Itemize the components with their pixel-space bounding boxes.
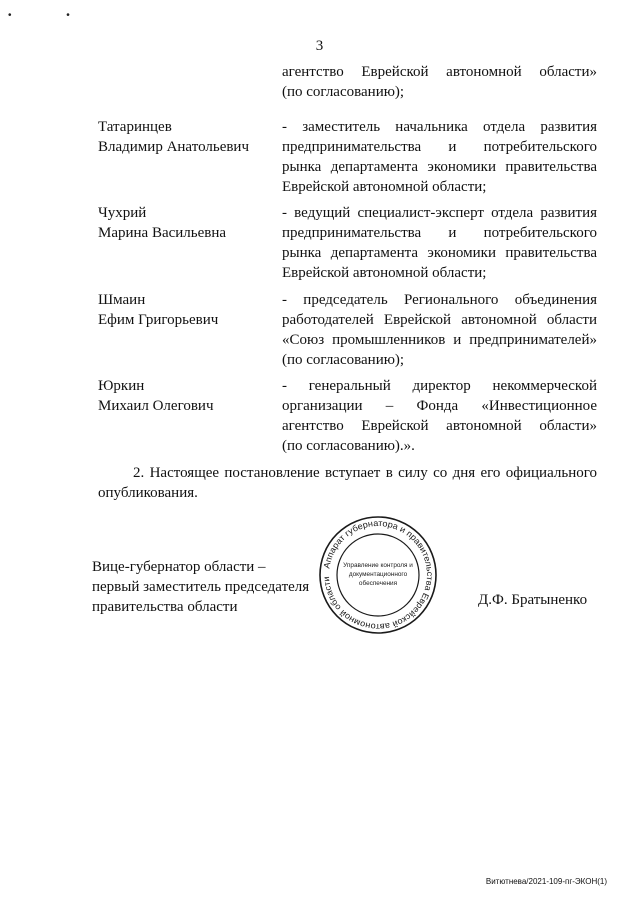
continuation-block — [282, 62, 597, 102]
member-name — [98, 376, 268, 416]
effective-clause — [98, 463, 597, 503]
clause-line: 2. Настоящее постановление вступает в силу со дня его официального — [133, 465, 597, 481]
signer-name: Д.Ф. Братыненко — [478, 592, 588, 608]
role-line: предпринимательства и потребительского — [282, 225, 597, 241]
continuation-line: агентство Еврейской автономной области» — [282, 64, 597, 80]
clause-line: опубликования. — [98, 485, 198, 501]
member-role — [282, 117, 597, 197]
stamp-seal-graphic — [318, 515, 438, 635]
signatory-position — [92, 557, 332, 617]
position-line: первый заместитель председателя — [92, 579, 310, 595]
role-line: работодателей Еврейской автономной области — [282, 312, 597, 328]
role-line: Еврейской автономной области; — [282, 265, 487, 281]
role-line: - генеральный директор некоммерческой — [282, 378, 597, 394]
member-surname: Шмаин — [98, 292, 146, 308]
member-role — [282, 376, 597, 456]
continuation-line: (по согласованию); — [282, 84, 405, 100]
stamp-ring-text: Аппарат губернатора и правительства Еврейской автономной области — [320, 517, 436, 633]
role-line: (по согласованию).». — [282, 438, 415, 454]
member-surname: Чухрий — [98, 205, 147, 221]
member-name — [98, 117, 268, 157]
member-given-names: Михаил Олегович — [98, 398, 214, 414]
role-line: - заместитель начальника отдела развития — [282, 119, 597, 135]
member-given-names: Ефим Григорьевич — [98, 312, 219, 328]
role-line: Еврейской автономной области; — [282, 179, 487, 195]
role-line: (по согласованию); — [282, 352, 405, 368]
role-line: организации – Фонда «Инвестиционное — [282, 398, 597, 414]
stamp-center-line: обеспечения — [358, 580, 398, 587]
member-surname: Юркин — [98, 378, 145, 394]
role-line: предпринимательства и потребительского — [282, 139, 597, 155]
corner-marks: • • — [8, 10, 96, 21]
member-given-names: Марина Васильевна — [98, 225, 227, 241]
member-role — [282, 203, 597, 283]
member-name — [98, 203, 268, 243]
position-line: Вице-губернатор области – — [92, 559, 266, 575]
role-line: - председатель Регионального объединения — [282, 292, 597, 308]
page-number: 3 — [315, 38, 324, 54]
role-line: агентство Еврейской автономной области» — [282, 418, 597, 434]
member-given-names: Владимир Анатольевич — [98, 139, 250, 155]
member-surname: Татаринцев — [98, 119, 172, 135]
member-name — [98, 290, 268, 330]
role-line: - ведущий специалист-эксперт отдела развития — [282, 205, 597, 221]
role-line: рынка департамента экономики правительства — [282, 159, 597, 175]
member-role — [282, 290, 597, 370]
official-stamp — [318, 515, 438, 635]
position-line: правительства области — [92, 599, 238, 615]
stamp-center-line: документационного — [348, 571, 408, 578]
stamp-center-line: Управление контроля и — [343, 562, 413, 569]
role-line: «Союз промышленников и предпринимателей» — [282, 332, 597, 348]
document-reference: Витютнева/2021-109-пг-ЭКОН(1) — [485, 877, 607, 886]
role-line: рынка департамента экономики правительства — [282, 245, 597, 261]
